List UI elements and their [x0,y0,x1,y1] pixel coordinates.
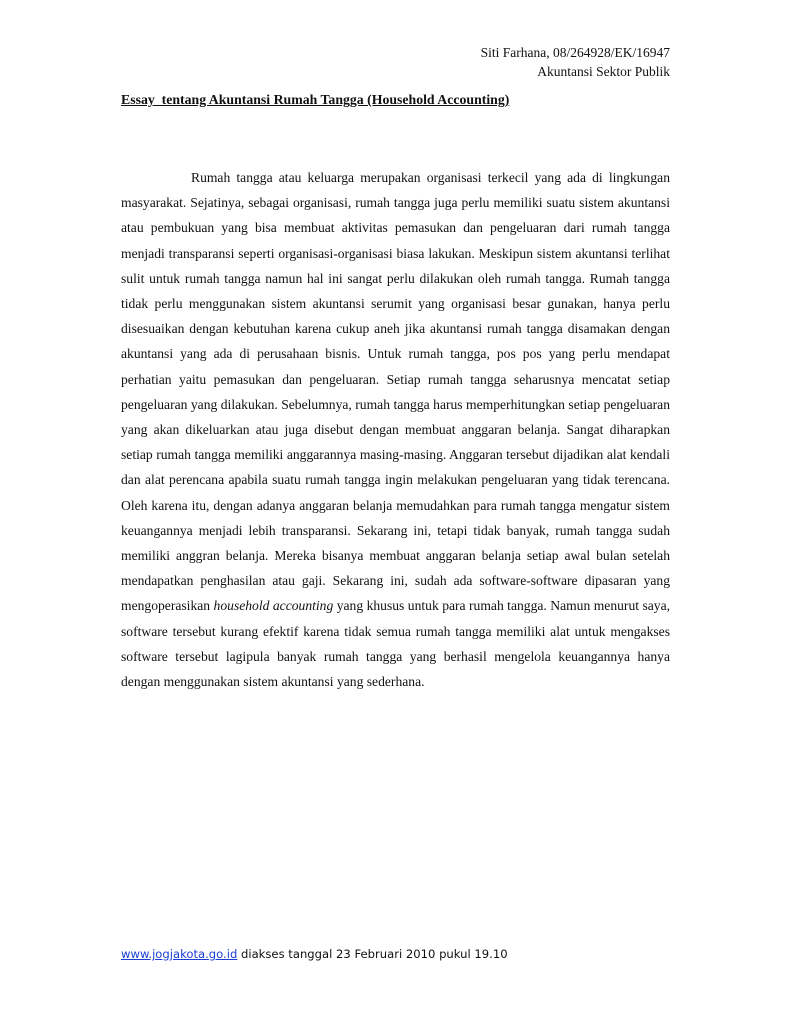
source-link[interactable]: www.jogjakota.go.id [121,947,238,961]
author-line: Siti Farhana, 08/264928/EK/16947 [480,45,670,60]
access-note: diakses tanggal 23 Februari 2010 pukul 19.10 [237,947,508,961]
essay-title: Essay tentang Akuntansi Rumah Tangga (Household Accounting) [121,92,510,107]
essay-paragraph [121,165,670,694]
author-header [481,43,670,81]
italic-term: household accounting [213,598,334,614]
paragraph-text-part1: Rumah tangga atau keluarga merupakan organisasi terkecil yang ada di lingkungan masyarakat. Sejatinya, sebagai organisasi, rumah tangga juga perlu memiliki suatu sistem akuntansi atau pembukuan yang bisa membuat aktivitas pemasukan dan pengeluaran dari rumah tangga menjadi transparansi seperti organisasi-organisasi biasa lakukan. Meskipun sistem akuntansi terlihat sulit untuk rumah tangga namun hal ini sangat perlu dilakukan oleh rumah tangga. Rumah tangga tidak perlu menggunakan sistem akuntansi serumit yang organisasi besar gunakan, hanya perlu disesuaikan dengan kebutuhan karena cukup aneh jika akuntansi rumah tangga disamakan dengan akuntansi yang ada di perusahaan bisnis. Untuk rumah tangga, pos pos yang perlu mendapat perhatian yaitu pemasukan dan pengeluaran. Setiap rumah tangga seharusnya mencatat setiap pengeluaran yang dilakukan. Sebelumnya, rumah tangga harus memperhitungkan setiap pengeluaran yang akan dikeluarkan atau juga disebut dengan membuat anggaran belanja. Sangat diharapkan setiap rumah tangga memiliki anggarannya masing-masing. Anggaran tersebut dijadikan alat kendali dan alat perencana apabila suatu rumah tangga ingin melakukan pengeluaran yang tidak terencana. Oleh karena itu, dengan adanya anggaran belanja memudahkan para rumah tangga mengatur sistem keuangannya menjadi lebih transparansi. Sekarang ini, tetapi tidak banyak, rumah tangga sudah memiliki anggran belanja. Mereka bisanya membuat anggaran belanja setiap awal bulan setelah mendapatkan penghasilan atau gaji. Sekarang ini, sudah ada software-software dipasaran yang mengoperasikan [121,170,670,614]
essay-body [121,165,670,694]
course-line: Akuntansi Sektor Publik [537,64,670,79]
footer-reference [121,947,508,961]
paragraph-text-part2: yang khusus untuk para rumah tangga. Namun menurut saya, software tersebut kurang efektif karena tidak semua rumah tangga memiliki alat untuk mengakses software tersebut lagipula banyak rumah tangga yang berhasil mengelola keuangannya hanya dengan menggunakan sistem akuntansi yang sederhana. [121,598,671,690]
